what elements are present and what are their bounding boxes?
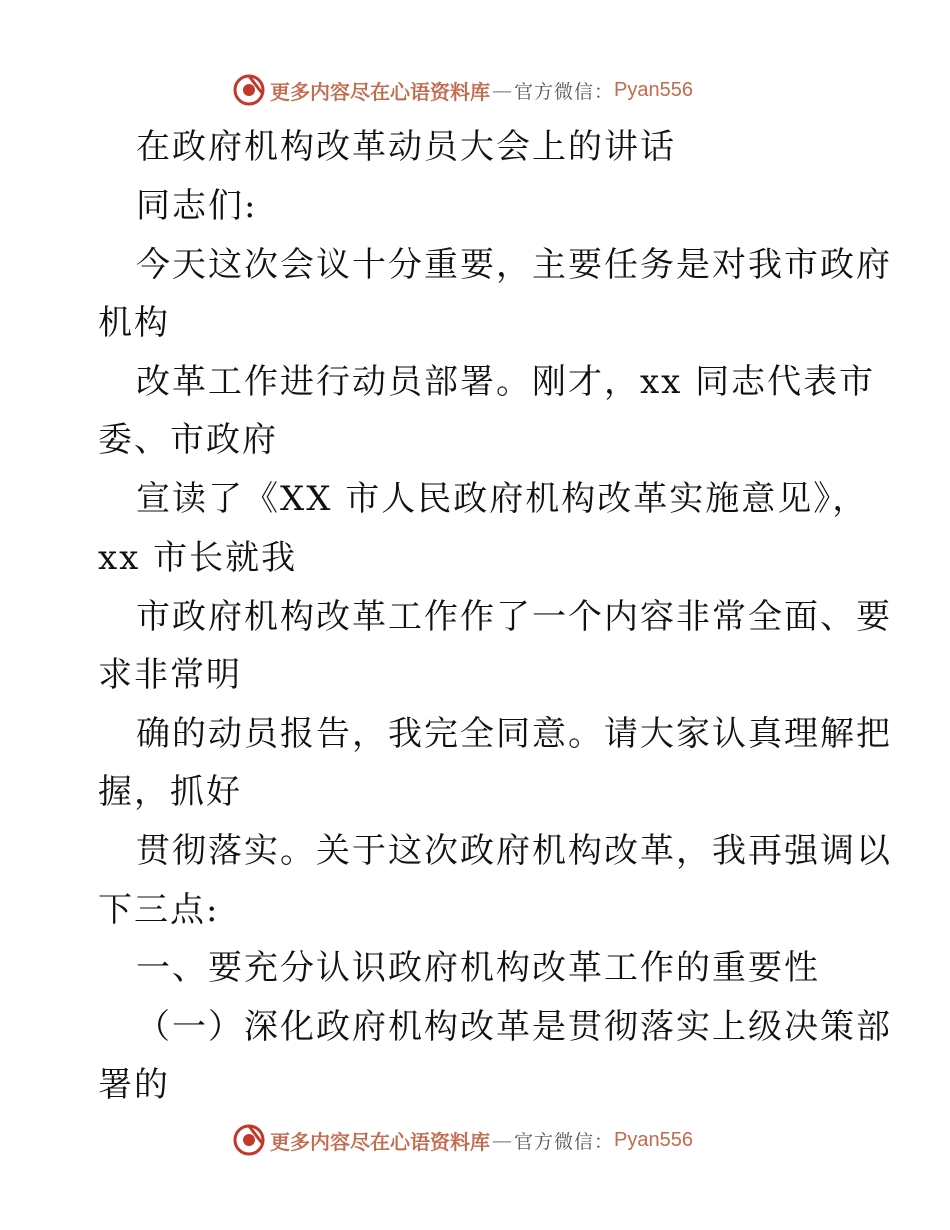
watermark-main-text: 更多内容尽在心语资料库	[270, 1129, 490, 1154]
watermark-dash: —	[492, 1128, 512, 1152]
body-line: 署的	[98, 1065, 170, 1105]
watermark-dash: —	[492, 78, 512, 102]
body-line: 市政府机构改革工作作了一个内容非常全面、要	[136, 597, 892, 637]
body-line: 机构	[98, 303, 170, 343]
brand-logo-icon	[232, 73, 266, 107]
body-line: 握，抓好	[98, 772, 242, 812]
watermark-main-text: 更多内容尽在心语资料库	[270, 79, 490, 104]
section-heading: 一、要充分认识政府机构改革工作的重要性	[136, 948, 820, 988]
brand-logo-icon	[232, 1123, 266, 1157]
body-line: 今天这次会议十分重要，主要任务是对我市政府	[136, 245, 892, 285]
document-title: 在政府机构改革动员大会上的讲话	[136, 127, 676, 167]
subsection-heading: （一）深化政府机构改革是贯彻落实上级决策部	[136, 1007, 892, 1047]
header-watermark	[232, 70, 693, 110]
body-line: 下三点:	[98, 890, 220, 930]
body-line: 求非常明	[98, 655, 242, 695]
body-line: 委、市政府	[98, 420, 278, 460]
watermark-wechat-label: 官方微信：	[514, 1130, 615, 1153]
watermark-wechat-id: Pyan556	[614, 78, 693, 101]
watermark-wechat-label: 官方微信：	[514, 80, 615, 103]
body-line: 改革工作进行动员部署。刚才，xx 同志代表市	[136, 362, 876, 402]
body-line: 宣读了《XX 市人民政府机构改革实施意见》，	[136, 479, 869, 519]
body-line: 贯彻落实。关于这次政府机构改革，我再强调以	[136, 831, 892, 871]
body-line: xx 市长就我	[98, 538, 298, 578]
body-line: 确的动员报告，我完全同意。请大家认真理解把	[136, 714, 892, 754]
watermark-wechat-id: Pyan556	[614, 1128, 693, 1151]
footer-watermark	[232, 1120, 693, 1160]
salutation: 同志们:	[136, 186, 258, 226]
